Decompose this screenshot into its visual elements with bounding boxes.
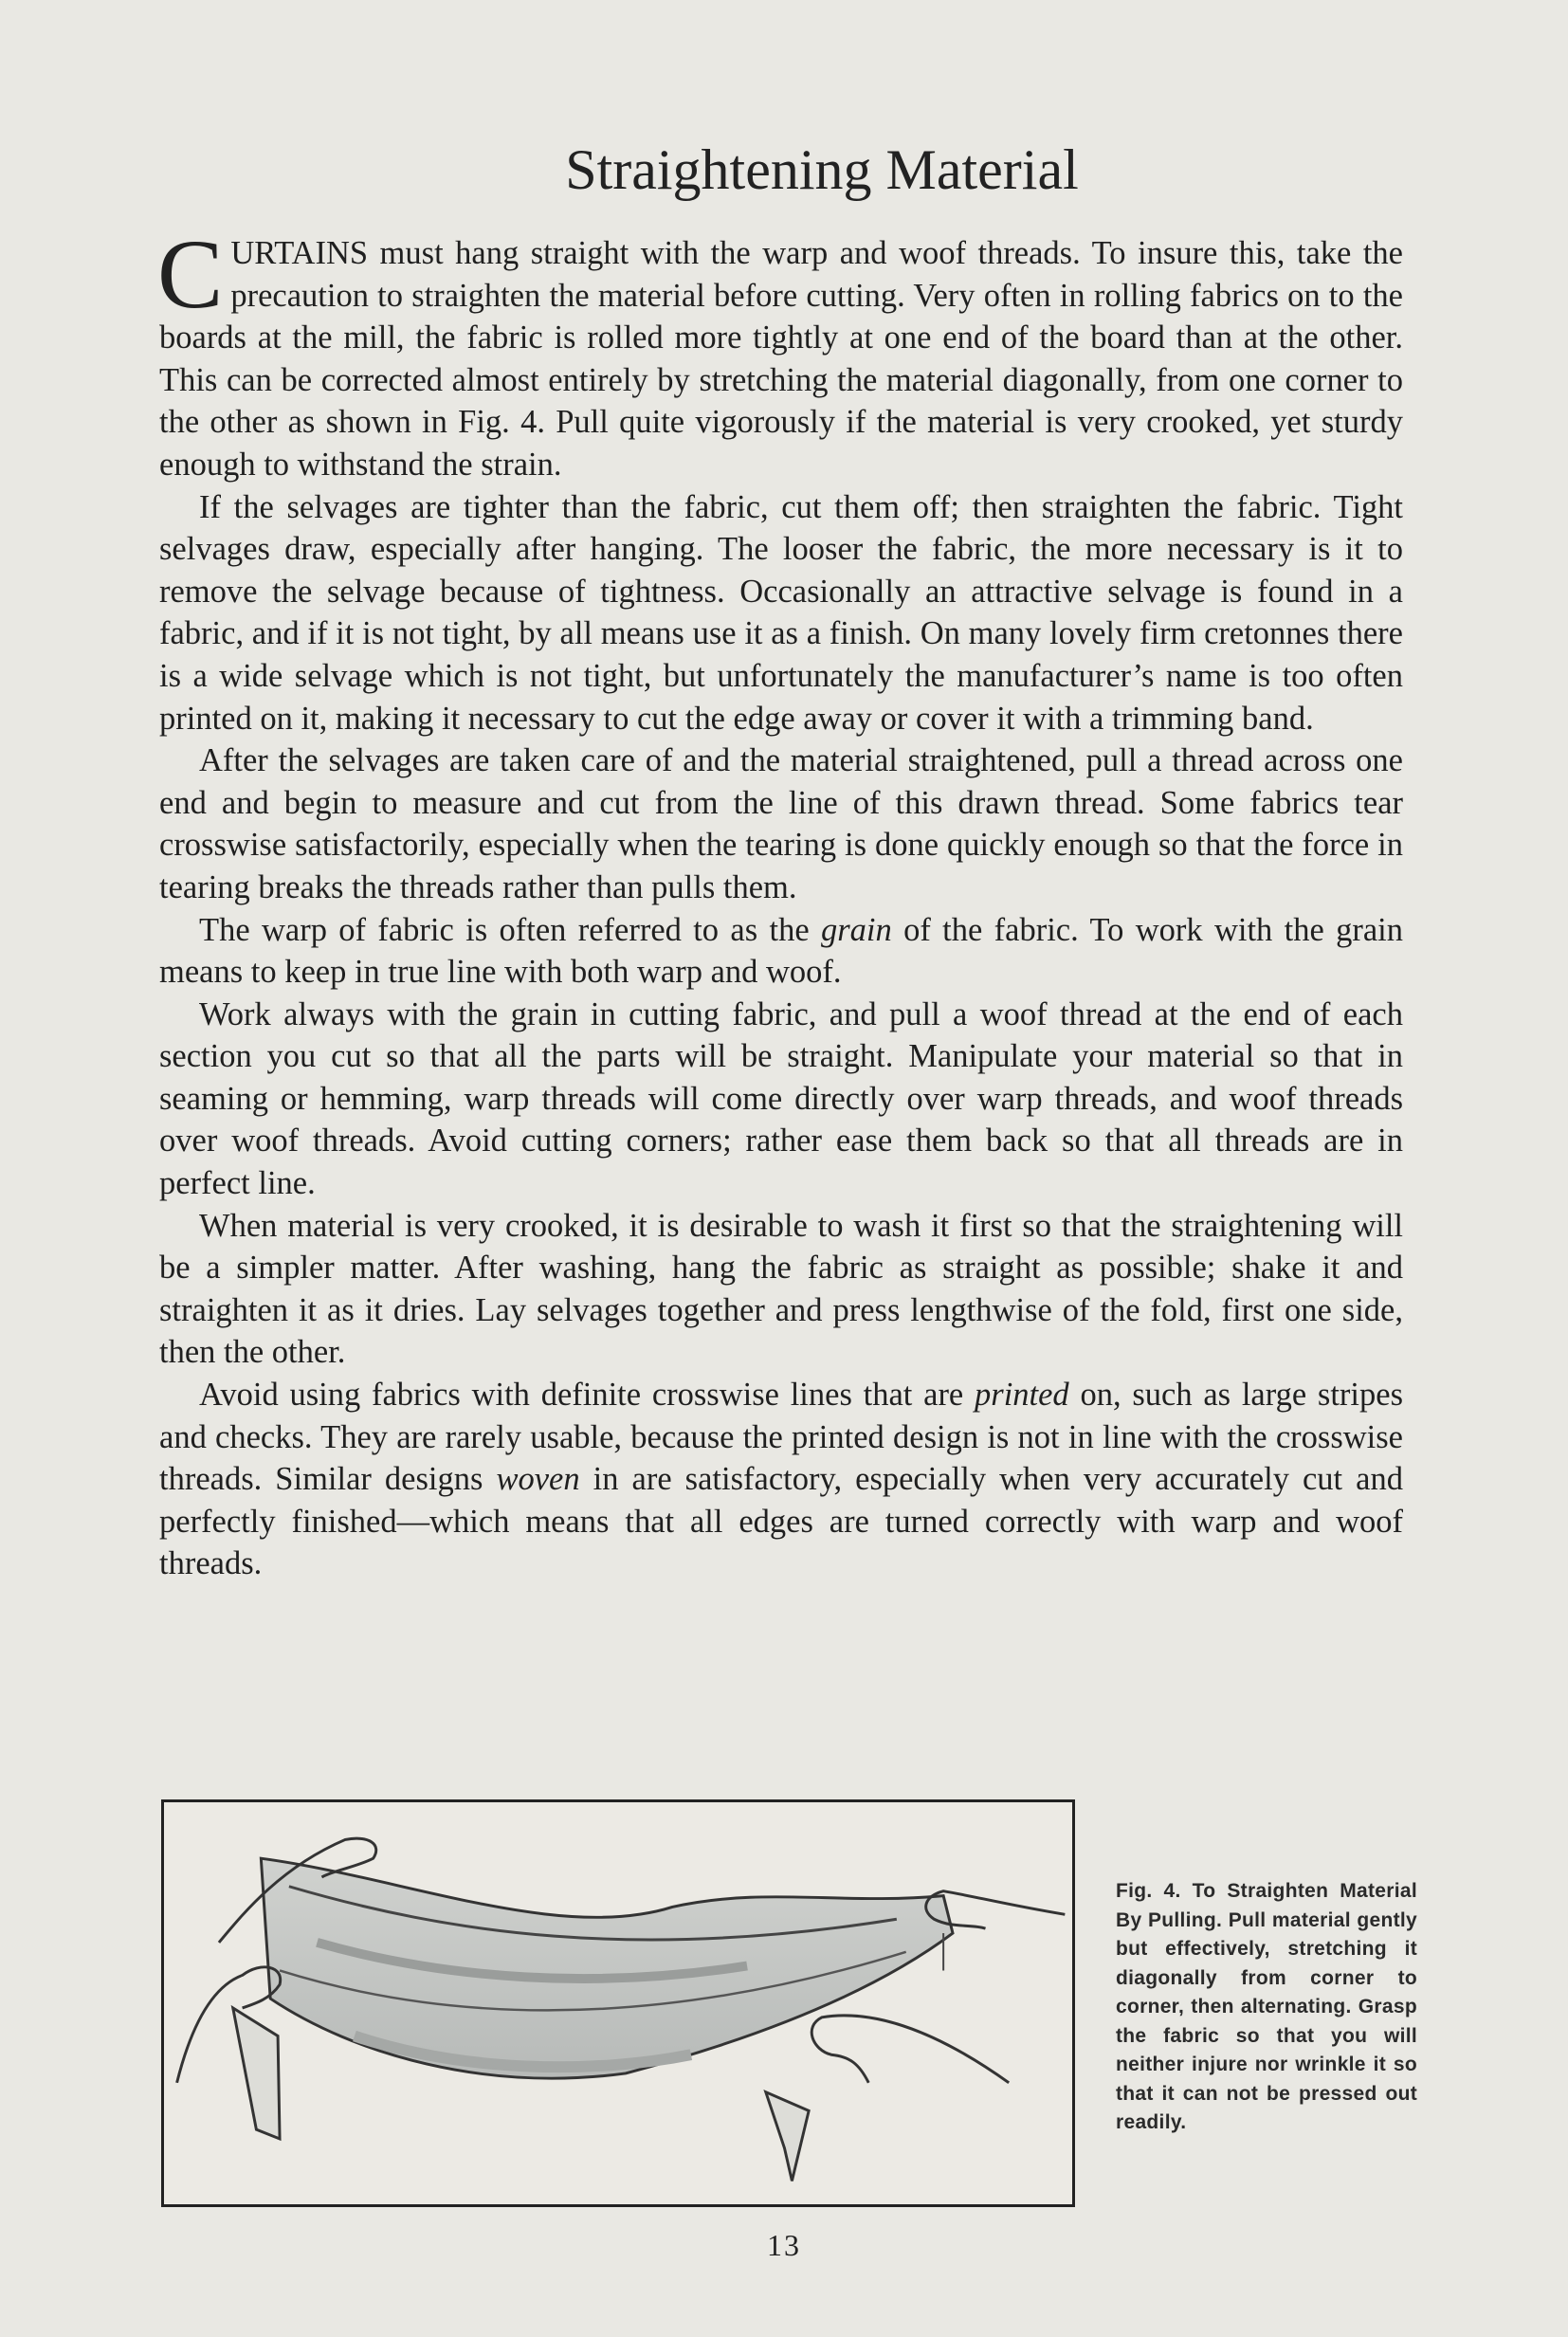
paragraph-7-text-b: on, such as large stripes and checks. They are rarely usable, because the printed design is not in line with the crosswise threads. Similar designs <box>159 1377 1403 1498</box>
page-title: Straightening Material <box>565 138 1079 201</box>
paragraph-4-text-b: of the fabric. To work with the grain means to keep in true line with both warp and woof. <box>159 911 1404 991</box>
paragraph-6: When material is very crooked, it is desirable to wash it first so that the straightening will be a simpler matter. After washing, hang the fabric as straight as possible; shake it and straighten it as it dries. Lay selvages together and press lengthwise of the fold, first one side, then the other. <box>159 1207 1403 1371</box>
fabric-corner-right <box>766 2092 809 2182</box>
right-arm-bottom <box>811 2016 1009 2083</box>
fabric-corner-left <box>233 2008 280 2139</box>
woven-emphasis: woven <box>496 1461 580 1498</box>
figure-caption: Fig. 4. To Straighten Material By Pulling. Pull material gently but effectively, stretching it diagonally from corner to corner, then alternating. Grasp the fabric so that you will neither injure nor wrinkle it so that it can not be pressed out readily. <box>1116 1880 1417 2133</box>
paragraph-2: If the selvages are tighter than the fabric, cut them off; then straighten the fabric. Tight selvages draw, especially after hanging. The looser the fabric, the more necessary is it to remove the selvage because of tightness. Occasionally an attractive selvage is found in a fabric, and if it is not tight, by all means use it as a finish. On many lovely firm cretonnes there is a wide selvage which is not tight, but unfortunately the manufacturer’s name is too often printed on it, making it necessary to cut the edge away or cover it with a trimming band. <box>159 488 1403 737</box>
paragraph-4-text-a: The warp of fabric is often referred to as the <box>199 911 821 948</box>
printed-emphasis: printed <box>975 1377 1069 1414</box>
fabric-pulling-illustration <box>164 1802 1072 2204</box>
grain-emphasis: grain <box>820 911 892 948</box>
figure-4-illustration <box>161 1799 1075 2207</box>
paragraph-1 <box>157 220 1403 486</box>
body-text <box>157 220 1404 1585</box>
paragraph-7 <box>159 1374 1403 1585</box>
page-number: 13 <box>767 2228 801 2262</box>
paragraph-5: Work always with the grain in cutting fabric, and pull a woof thread at the end of each section you cut so that all the parts will be straight. Manipulate your material so that in seaming or hemming, warp threads will come directly over warp threads, and woof threads over woof threads. Avoid cutting corners; rather ease them back so that all threads are in perfect line. <box>159 995 1403 1202</box>
drop-cap: C <box>157 220 224 329</box>
paragraph-4 <box>159 909 1403 994</box>
paragraph-7-text-c: in are satisfactory, especially when very accurately cut and perfectly finished—which means that all edges are turned correctly with warp and woof threads. <box>159 1461 1403 1582</box>
paragraph-7-text-a: Avoid using fabrics with definite crosswise lines that are <box>199 1377 975 1414</box>
paragraph-1-text: URTAINS must hang straight with the warp and woof threads. To insure this, take the precaution to straighten the material before cutting. Very often in rolling fabrics on to the boards at the mill, the fabric is rolled more tightly at one end of the board than at the other. This can be corrected almost entirely by stretching the material diagonally, from one corner to the other as shown in Fig. 4. Pull quite vigorously if the material is very crooked, yet sturdy enough to withstand the strain. <box>159 235 1403 483</box>
paragraph-3: After the selvages are taken care of and the material straightened, pull a thread across one end and begin to measure and cut from the line of this drawn thread. Some fabrics tear crosswise satisfactorily, especially when the tearing is done quickly enough so that the force in tearing breaks the threads rather than pulls them. <box>159 742 1403 905</box>
